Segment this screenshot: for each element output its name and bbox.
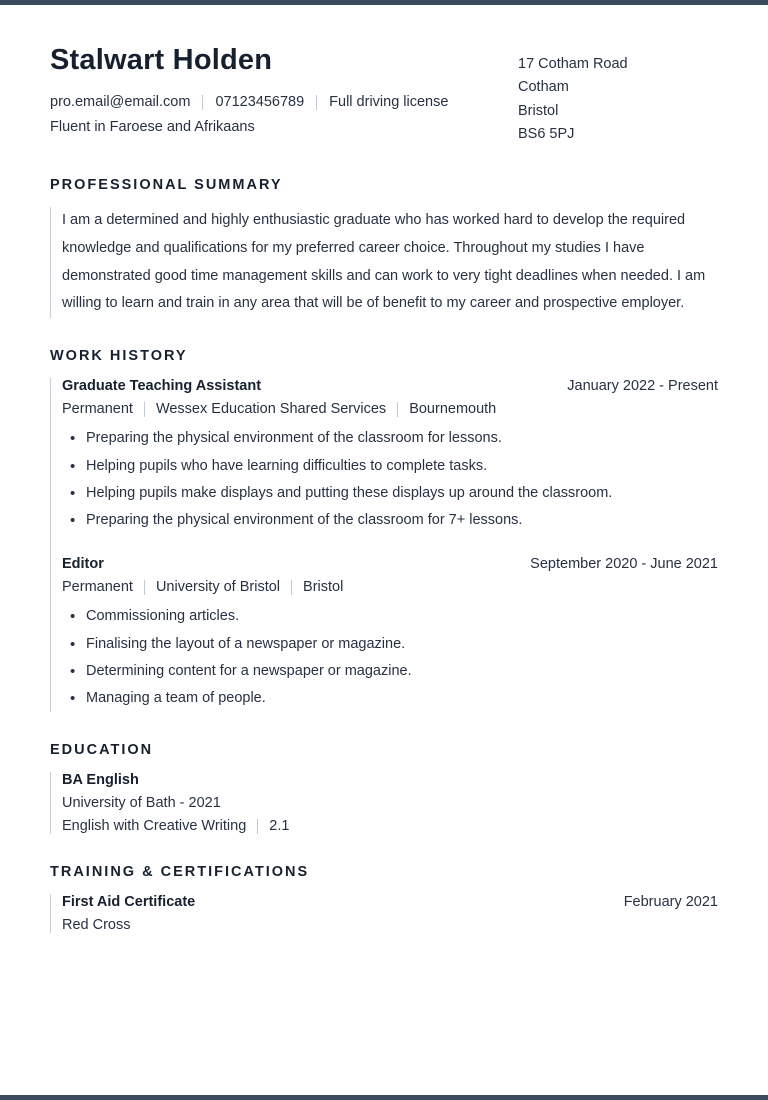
- contact-phone: 07123456789: [215, 93, 305, 110]
- bullet-item: • Finalising the layout of a newspaper or magazine.: [62, 631, 718, 658]
- bullet-item: • Preparing the physical environment of the classroom for 7+ lessons.: [62, 507, 718, 534]
- education-entry: [62, 772, 718, 834]
- work-entry-dates: September 2020 - June 2021: [530, 556, 718, 573]
- contact-license: Full driving license: [329, 93, 449, 110]
- contact-languages: Fluent in Faroese and Afrikaans: [50, 119, 255, 136]
- work-entry-head: [62, 556, 718, 572]
- resume-header: [50, 45, 718, 147]
- section-title-education: EDUCATION: [50, 742, 154, 759]
- work-entry-bullets: [62, 425, 718, 534]
- section-training-certifications: [50, 864, 718, 933]
- bullet-item: • Preparing the physical environment of the classroom for lessons.: [62, 425, 718, 452]
- certificate-date: February 2021: [623, 894, 718, 911]
- work-entry-dates: January 2022 - Present: [567, 378, 718, 395]
- education-school: University of Bath - 2021: [62, 795, 221, 812]
- work-entry-bullets: [62, 603, 718, 712]
- section-title-summary: PROFESSIONAL SUMMARY: [50, 176, 283, 193]
- section-professional-summary: [50, 177, 718, 318]
- education-meta: [62, 818, 718, 834]
- education-body: [50, 772, 718, 834]
- work-entry: [62, 556, 718, 712]
- bullet-item: • Helping pupils who have learning difficulties to complete tasks.: [62, 453, 718, 480]
- bullet-item: • Commissioning articles.: [62, 603, 718, 630]
- education-subject: English with Creative Writing: [62, 818, 247, 835]
- work-history-body: [50, 378, 718, 712]
- meta-divider: [291, 580, 292, 595]
- work-entry-role: Graduate Teaching Assistant: [62, 378, 262, 395]
- contact-line: [50, 91, 498, 114]
- candidate-name: Stalwart Holden: [50, 44, 273, 76]
- work-entry-meta: [62, 579, 718, 595]
- work-entry-location: Bristol: [303, 579, 344, 596]
- section-title-training: TRAINING & CERTIFICATIONS: [50, 864, 310, 881]
- address-line-2: Cotham: [518, 79, 569, 96]
- section-education: [50, 742, 718, 834]
- work-entry-employer: Wessex Education Shared Services: [155, 401, 387, 418]
- work-entry: [62, 378, 718, 534]
- meta-divider: [144, 580, 145, 595]
- work-entry-meta: [62, 401, 718, 417]
- contact-divider: [316, 95, 317, 110]
- summary-text: I am a determined and highly enthusiastic graduate who has worked hard to develop the required knowledge and qualifications for my preferred career choice. Throughout my studies I have demonstrated good time management skills and can work to very tight deadlines when needed. I am willing to learn and train in any area that will be of benefit to my career and prospective employer.: [62, 211, 706, 312]
- address-line-3: Bristol: [518, 102, 559, 119]
- bullet-item: • Helping pupils make displays and putting these displays up around the classroom.: [62, 480, 718, 507]
- contact-email: pro.email@email.com: [50, 93, 191, 110]
- address-line-1: 17 Cotham Road: [518, 56, 628, 72]
- address-block: [518, 45, 718, 147]
- training-body: [50, 894, 718, 933]
- meta-divider: [257, 819, 258, 834]
- meta-divider: [144, 402, 145, 417]
- contact-divider: [202, 95, 203, 110]
- meta-divider: [397, 402, 398, 417]
- bullet-item: • Managing a team of people.: [62, 685, 718, 712]
- work-entry-head: [62, 378, 718, 394]
- bullet-item: • Determining content for a newspaper or magazine.: [62, 658, 718, 685]
- summary-body: [50, 207, 718, 318]
- section-title-work-history: WORK HISTORY: [50, 348, 188, 365]
- training-entry: [62, 894, 718, 933]
- education-grade: 2.1: [269, 818, 290, 835]
- training-entry-head: [62, 894, 718, 910]
- address-postcode: BS6 5PJ: [518, 126, 575, 143]
- certificate-issuer: Red Cross: [62, 917, 131, 934]
- header-left: [50, 45, 518, 135]
- work-entry-employer: University of Bristol: [155, 579, 281, 596]
- section-work-history: [50, 348, 718, 712]
- work-entry-contract: Permanent: [62, 579, 133, 596]
- work-entry-location: Bournemouth: [409, 401, 497, 418]
- education-degree: BA English: [62, 772, 139, 789]
- work-entry-role: Editor: [62, 556, 104, 573]
- certificate-name: First Aid Certificate: [62, 894, 196, 911]
- work-entry-contract: Permanent: [62, 401, 133, 418]
